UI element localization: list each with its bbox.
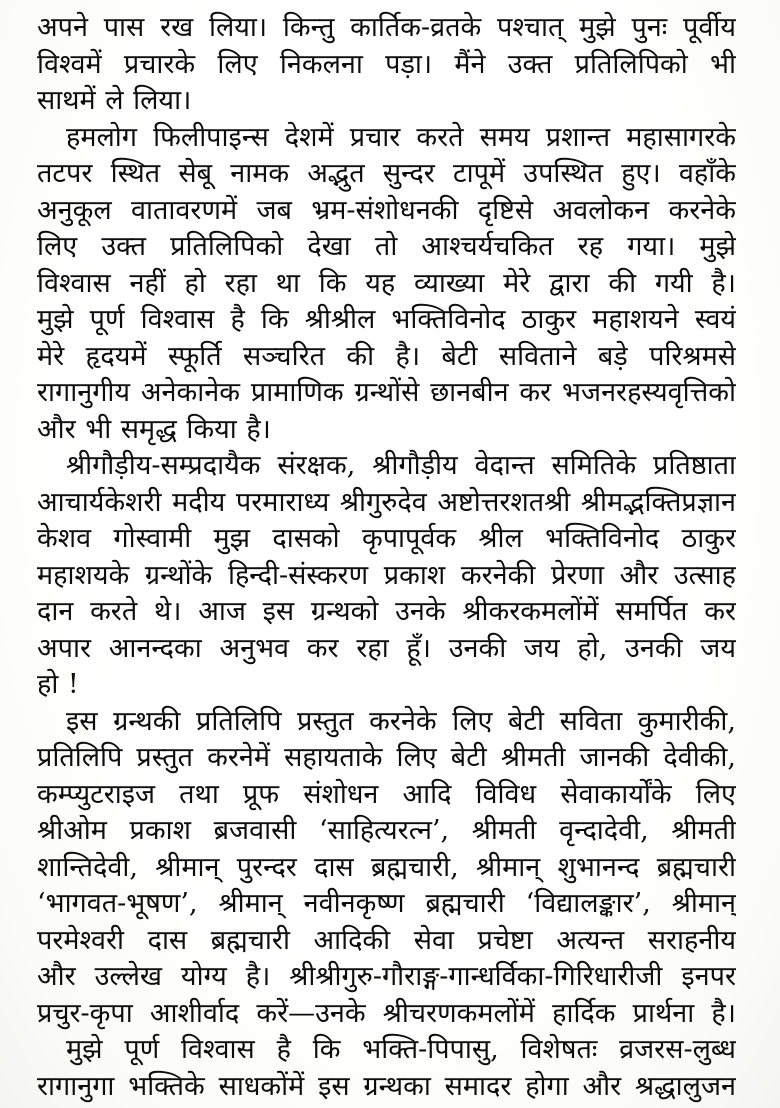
text-line: तटपर स्थित सेबू नामक अद्भुत सुन्दर टापूमें उपस्थित हुए। वहाँके <box>37 158 736 189</box>
text-line: शान्तिदेवी, श्रीमान् पुरन्दर दास ब्रह्मचारी, श्रीमान् शुभानन्द ब्रह्मचारी <box>37 851 736 883</box>
text-line: अनुकूल वातावरणमें जब भ्रम-संशोधनकी दृष्टिसे अवलोकन करनेके <box>37 194 736 226</box>
text-line: लिए उक्त प्रतिलिपिको देखा तो आश्चर्यचकित रह गया। मुझे <box>37 231 736 262</box>
text-line: मुझे पूर्ण विश्वास है कि श्रीश्रील भक्तिविनोद ठाकुर महाशयने स्वयं <box>37 304 736 335</box>
text-block <box>37 10 736 1105</box>
text-line: दान करते थे। आज इस ग्रन्थको उनके श्रीकरकमलोंमें समर्पित कर <box>37 596 736 627</box>
text-line: प्रचुर-कृपा आशीर्वाद करें—उनके श्रीचरणकमलोंमें हार्दिक प्रार्थना है। <box>37 997 736 1029</box>
text-line: मेरे हृदयमें स्फूर्ति सञ्चरित की है। बेटी सविताने बड़े परिश्रमसे <box>37 340 736 372</box>
text-line: अपने पास रख लिया। किन्तु कार्तिक-व्रतके पश्चात् मुझे पुनः पूर्वीय <box>37 12 736 43</box>
text-line: परमेश्वरी दास ब्रह्मचारी आदिकी सेवा प्रचेष्टा अत्यन्त सराहनीय <box>37 924 736 956</box>
paragraph <box>37 10 736 120</box>
text-line: ‘भागवत-भूषण’, श्रीमान् नवीनकृष्ण ब्रह्मचारी ‘विद्यालङ्कार’, श्रीमान् <box>37 888 736 919</box>
text-line: केशव गोस्वामी मुझ दासको कृपापूर्वक श्रील भक्तिविनोद ठाकुर <box>37 523 736 554</box>
text-line: और उल्लेख योग्य है। श्रीश्रीगुरु-गौराङ्ग-गान्धर्विका-गिरिधारीजी इनपर <box>37 961 736 992</box>
text-line: विश्वमें प्रचारके लिए निकलना पड़ा। मैंने उक्त प्रतिलिपिको भी <box>37 48 736 80</box>
text-line: साथमें ले लिया। <box>37 85 192 116</box>
text-line: रागानुगा भक्तिके साधकोंमें इस ग्रन्थका समादर होगा और श्रद्धालुजन <box>37 1070 736 1102</box>
paragraph <box>37 1032 736 1105</box>
text-line: हो ! <box>37 669 79 700</box>
text-line: हमलोग फिलीपाइन्स देशमें प्रचार करते समय प्रशान्त महासागरके <box>66 121 736 153</box>
text-line: महाशयके ग्रन्थोंके हिन्दी-संस्करण प्रकाश करनेकी प्रेरणा और उत्साह <box>37 559 736 591</box>
text-line: अपार आनन्दका अनुभव कर रहा हूँ। उनकी जय हो, उनकी जय <box>37 632 736 664</box>
text-line: इस ग्रन्थकी प्रतिलिपि प्रस्तुत करनेके लिए बेटी सविता कुमारीकी, <box>66 705 736 737</box>
text-line: प्रतिलिपि प्रस्तुत करनेमें सहायताके लिए बेटी श्रीमती जानकी देवीकी, <box>37 742 736 773</box>
text-line: विश्वास नहीं हो रहा था कि यह व्याख्या मेरे द्वारा की गयी है। <box>37 267 736 299</box>
text-line: श्रीगौड़ीय-सम्प्रदायैक संरक्षक, श्रीगौड़ीय वेदान्त समितिके प्रतिष्ठाता <box>66 450 736 481</box>
paragraph <box>37 448 736 704</box>
text-line: रागानुगीय अनेकानेक प्रामाणिक ग्रन्थोंसे छानबीन कर भजनरहस्यवृत्तिको <box>37 377 736 408</box>
text-line: मुझे पूर्ण विश्वास है कि भक्ति-पिपासु, विशेषतः व्रजरस-लुब्ध <box>66 1034 736 1065</box>
text-line: और भी समृद्ध किया है। <box>37 413 271 445</box>
text-line: श्रीओम प्रकाश ब्रजवासी ‘साहित्यरत्न’, श्रीमती वृन्दादेवी, श्रीमती <box>37 815 736 846</box>
text-line: आचार्यकेशरी मदीय परमाराध्य श्रीगुरुदेव अष्टोत्तरशतश्री श्रीमद्भक्तिप्रज्ञान <box>37 486 736 518</box>
text-line: कम्प्युटराइज तथा प्रूफ संशोधन आदि विविध सेवाकार्योंके लिए <box>37 778 736 810</box>
paragraph <box>37 704 736 1033</box>
paragraph <box>37 120 736 449</box>
